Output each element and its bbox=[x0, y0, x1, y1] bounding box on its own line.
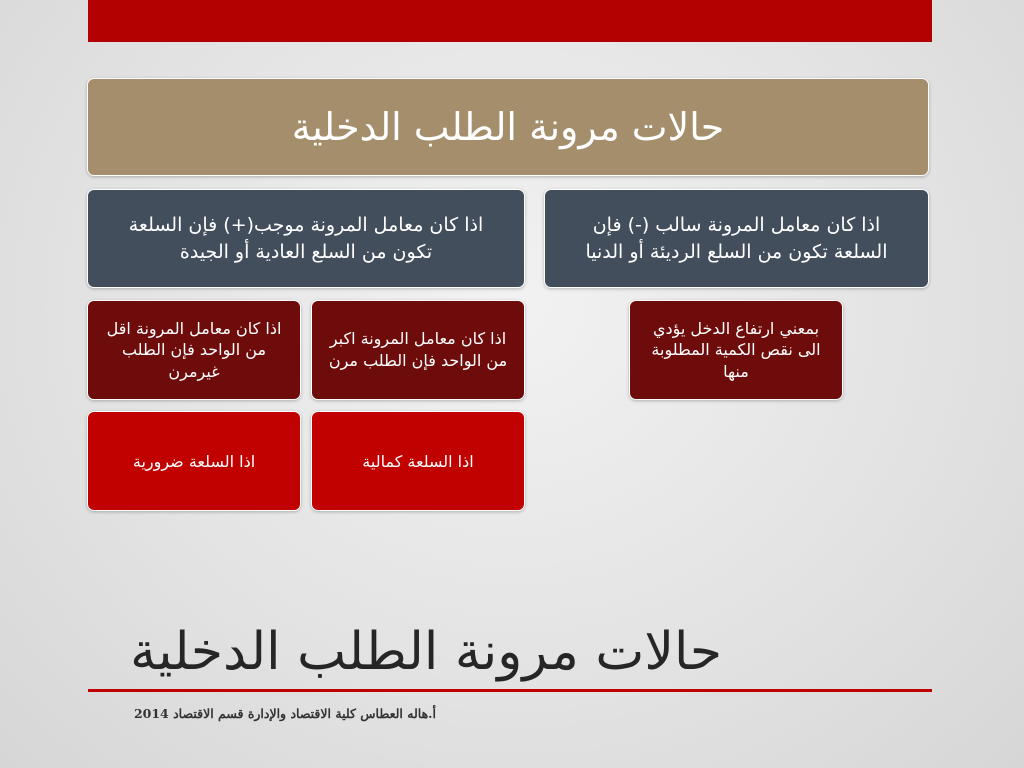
footer-credit: أ.هاله العطاس كلية الاقتصاد والإدارة قسم الاقتصاد 2014 bbox=[133, 706, 436, 721]
negative-coefficient-box bbox=[544, 189, 929, 288]
inelastic-text: اذا كان معامل المرونة اقل من الواحد فإن الطلب غيرمرن bbox=[106, 318, 282, 381]
negative-coefficient-text: اذا كان معامل المرونة سالب (-) فإن السلعة تكون من السلع الرديئة أو الدنيا bbox=[585, 213, 888, 263]
top-accent-bar bbox=[88, 0, 932, 42]
elastic-text: اذا كان معامل المرونة اكبر من الواحد فإن الطلب مرن bbox=[328, 329, 508, 370]
slide-title: حالات مرونة الطلب الدخلية bbox=[130, 622, 722, 682]
negative-meaning-text: بمعني ارتفاع الدخل يؤدي الى نقص الكمية المطلوبة منها bbox=[651, 318, 821, 381]
negative-meaning-box bbox=[629, 300, 843, 400]
diagram-title-box bbox=[87, 78, 929, 176]
inelastic-box bbox=[87, 300, 301, 400]
title-underline bbox=[88, 689, 932, 692]
necessary-good-box bbox=[87, 411, 301, 511]
diagram-title: حالات مرونة الطلب الدخلية bbox=[291, 105, 725, 149]
positive-coefficient-text: اذا كان معامل المرونة موجب(+) فإن السلعة تكون من السلع العادية أو الجيدة bbox=[128, 213, 484, 263]
elastic-box bbox=[311, 300, 525, 400]
luxury-good-box bbox=[311, 411, 525, 511]
positive-coefficient-box bbox=[87, 189, 525, 288]
necessary-good-text: اذا السلعة ضرورية bbox=[132, 451, 256, 471]
luxury-good-text: اذا السلعة كمالية bbox=[362, 451, 474, 471]
